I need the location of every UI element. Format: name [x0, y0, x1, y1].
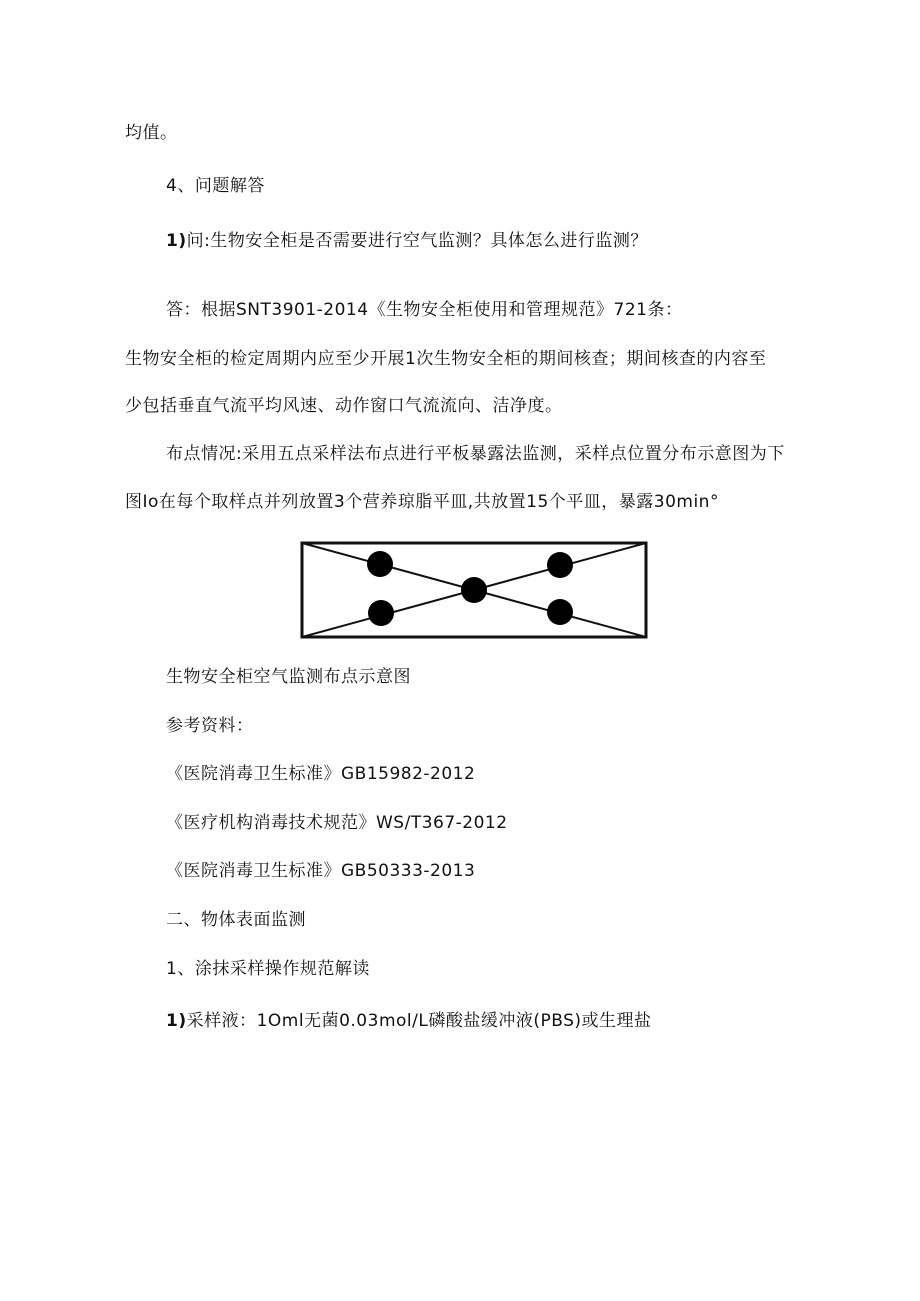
sampling-point-bottom-left: [368, 600, 394, 626]
reference-item: 《医疗机构消毒技术规范》WS/T367-2012: [166, 813, 508, 833]
answer-line-1: 答：根据SNT3901-2014《生物安全柜使用和管理规范》721条：: [166, 300, 683, 320]
references-title: 参考资料：: [166, 716, 254, 736]
answer-line-3: 少包括垂直气流平均风速、动作窗口气流流向、洁净度。: [125, 396, 563, 416]
subsection-heading-swab-sampling: 1、涂抹采样操作规范解读: [166, 959, 370, 979]
reference-item: 《医院消毒卫生标准》GB15982-2012: [166, 764, 476, 784]
question-1-number: 1): [166, 231, 187, 251]
layout-description-line-2: 图Io在每个取样点并列放置3个营养琼脂平皿,共放置15个平皿，暴露30min°: [125, 492, 719, 512]
sampling-liquid-number: 1): [166, 1011, 187, 1031]
sampling-liquid-text: 采样液：1Oml无菌0.03mol∕L磷酸盐缓冲液(PBS)或生理盐: [186, 1011, 652, 1031]
reference-item: 《医院消毒卫生标准》GB50333-2013: [166, 861, 476, 881]
sampling-point-bottom-right: [547, 599, 573, 625]
layout-description-line-1: 布点情况:采用五点采样法布点进行平板暴露法监测，采样点位置分布示意图为下: [166, 444, 785, 464]
paragraph-average: 均值。: [125, 123, 178, 143]
question-1: [166, 230, 648, 252]
sampling-point-top-right: [547, 552, 573, 578]
figure-caption: 生物安全柜空气监测布点示意图: [166, 667, 411, 687]
sampling-point-top-left: [367, 551, 393, 577]
sampling-points-diagram: [300, 541, 648, 639]
sampling-liquid-item: [166, 1010, 652, 1032]
section-heading-qa: 4、问题解答: [166, 176, 265, 196]
answer-line-2: 生物安全柜的检定周期内应至少开展1次生物安全柜的期间核查；期间核查的内容至: [125, 349, 767, 369]
sampling-point-center: [461, 577, 487, 603]
section-heading-surface-monitoring: 二、物体表面监测: [166, 910, 306, 930]
question-1-text: 问:生物安全柜是否需要进行空气监测？具体怎么进行监测？: [186, 231, 648, 251]
